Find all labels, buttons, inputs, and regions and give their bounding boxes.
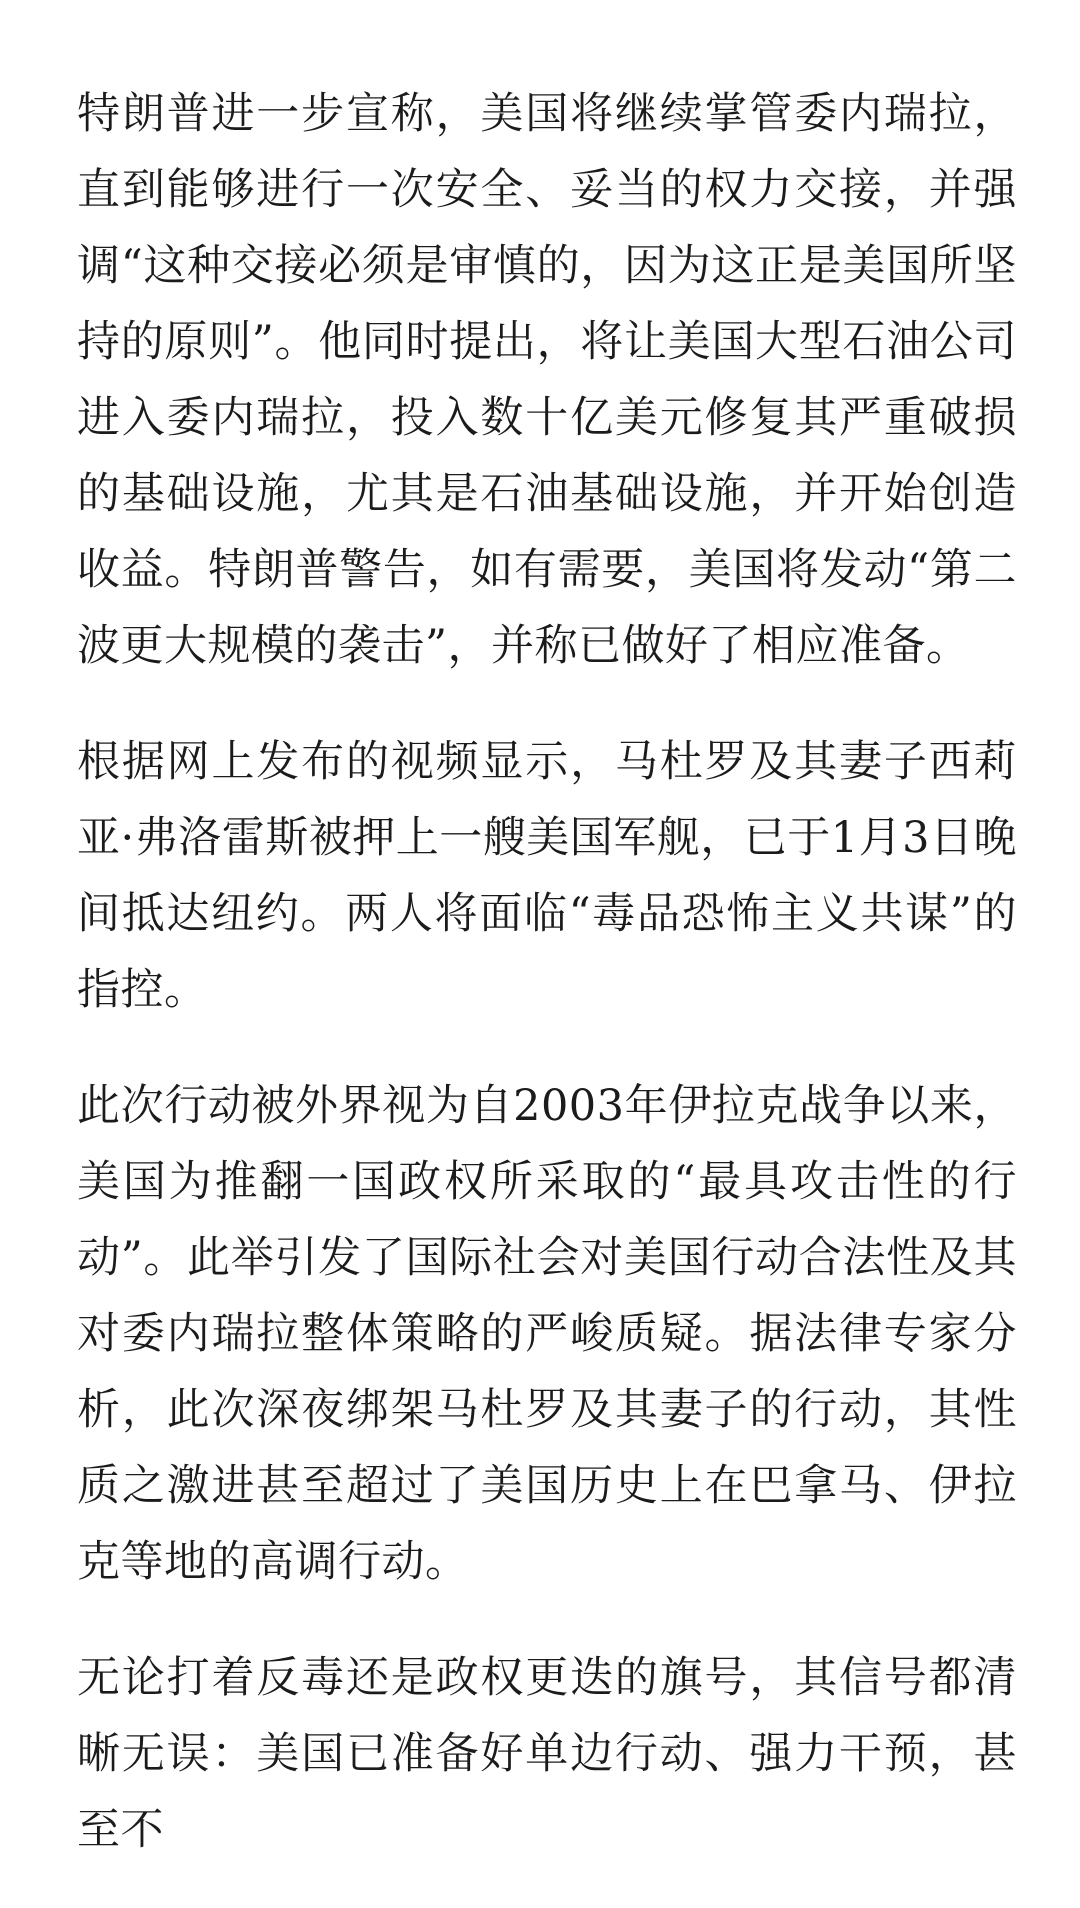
article-paragraph-4: 无论打着反毒还是政权更迭的旗号，其信号都清晰无误：美国已准备好单边行动、强力干预，甚至不 xyxy=(77,1653,1017,1855)
article-paragraph-3: 此次行动被外界视为自2003年伊拉克战争以来，美国为推翻一国政权所采取的“最具攻击性的行动”。此举引发了国际社会对美国行动合法性及其对委内瑞拉整体策略的严峻质疑。据法律专家分析，此次深夜绑架马杜罗及其妻子的行动，其性质之激进甚至超过了美国历史上在巴拿马、伊拉克等地的高调行动。 xyxy=(77,1081,1017,1587)
article-body xyxy=(77,76,1017,1908)
article-paragraph-2: 根据网上发布的视频显示，马杜罗及其妻子西莉亚·弗洛雷斯被押上一艘美国军舰，已于1月3日晚间抵达纽约。两人将面临“毒品恐怖主义共谋”的指控。 xyxy=(77,737,1017,1015)
article-paragraph-1: 特朗普进一步宣称，美国将继续掌管委内瑞拉，直到能够进行一次安全、妥当的权力交接，并强调“这种交接必须是审慎的，因为这正是美国所坚持的原则”。他同时提出，将让美国大型石油公司进入委内瑞拉，投入数十亿美元修复其严重破损的基础设施，尤其是石油基础设施，并开始创造收益。特朗普警告，如有需要，美国将发动“第二波更大规模的袭击”，并称已做好了相应准备。 xyxy=(77,89,1017,671)
